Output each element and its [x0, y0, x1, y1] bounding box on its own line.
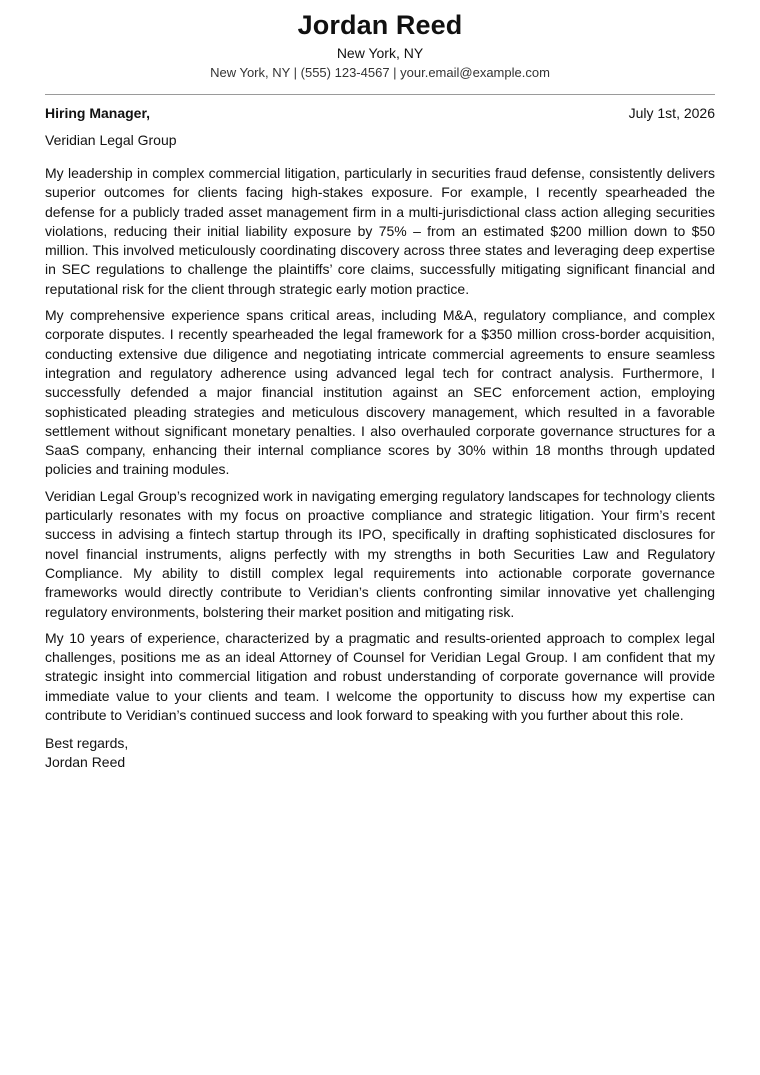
applicant-name: Jordan Reed [297, 10, 463, 40]
closing-salutation: Best regards, [45, 735, 129, 752]
recipient-title: Hiring Manager, [45, 105, 151, 121]
closing-signature: Jordan Reed [45, 754, 126, 771]
header-divider [45, 94, 715, 95]
letter-closing [45, 734, 715, 772]
contact-line: New York, NY | (555) 123-4567 | your.email@example.com [210, 65, 550, 80]
applicant-location: New York, NY [336, 45, 424, 61]
recipient-date-row [45, 104, 715, 123]
body-paragraph-1: My leadership in complex commercial litigation, particularly in securities fraud defense, consistently delivers superior outcomes for clients facing high-stakes exposure. For example, I recently spearheaded the defense for a publicly traded asset management firm in a multi-jurisdictional class action alleging securities violations, reducing their initial liability exposure by 75% – from an estimated $200 million down to $50 million. This involved meticulously coordinating discovery across three states and leveraging deep expertise in SEC regulations to challenge the plaintiffs’ core claims, successfully mitigating significant financial and reputational risk for the client through strategic early motion practice. [45, 165, 715, 297]
recipient-company: Veridian Legal Group [45, 132, 177, 148]
letter-date: July 1st, 2026 [628, 105, 715, 121]
letter-body [45, 164, 715, 725]
body-paragraph-4: My 10 years of experience, characterized by a pragmatic and results-oriented approach to complex legal challenges, positions me as an ideal Attorney of Counsel for Veridian Legal Group. I am confident that my strategic insight into commercial litigation and robust understanding of corporate governance will provide immediate value to your clients and team. I welcome the opportunity to discuss how my expertise can contribute to Veridian’s continued success and look forward to speaking with you further about this role. [45, 629, 715, 724]
body-paragraph-2: My comprehensive experience spans critical areas, including M&A, regulatory compliance, and complex corporate disputes. I recently spearheaded the legal framework for a $350 million cross-border acquisition, conducting extensive due diligence and negotiating intricate commercial agreements to ensure seamless integration and regulatory adherence using advanced legal tech for contract analysis. Furthermore, I successfully defended a major financial institution against an SEC enforcement action, employing sophisticated pleading strategies and meticulous discovery management, which resulted in a favorable settlement without significant monetary penalties. I also overhauled corporate governance structures for a SaaS company, enhancing their internal compliance scores by 30% within 18 months through updated policies and training modules. [45, 307, 715, 478]
body-paragraph-3: Veridian Legal Group’s recognized work in navigating emerging regulatory landscapes for technology clients particularly resonates with my focus on proactive compliance and strategic litigation. Your firm’s recent success in advising a fintech startup through its IPO, specifically in drafting sophisticated disclosures for novel financial instruments, aligns perfectly with my strengths in both Securities Law and Regulatory Compliance. My ability to distill complex legal requirements into actionable corporate governance frameworks would directly contribute to Veridian’s clients confronting similar innovative yet challenging regulatory environments, bolstering their market position and mitigating risk. [45, 487, 715, 620]
letter-header [45, 0, 715, 82]
